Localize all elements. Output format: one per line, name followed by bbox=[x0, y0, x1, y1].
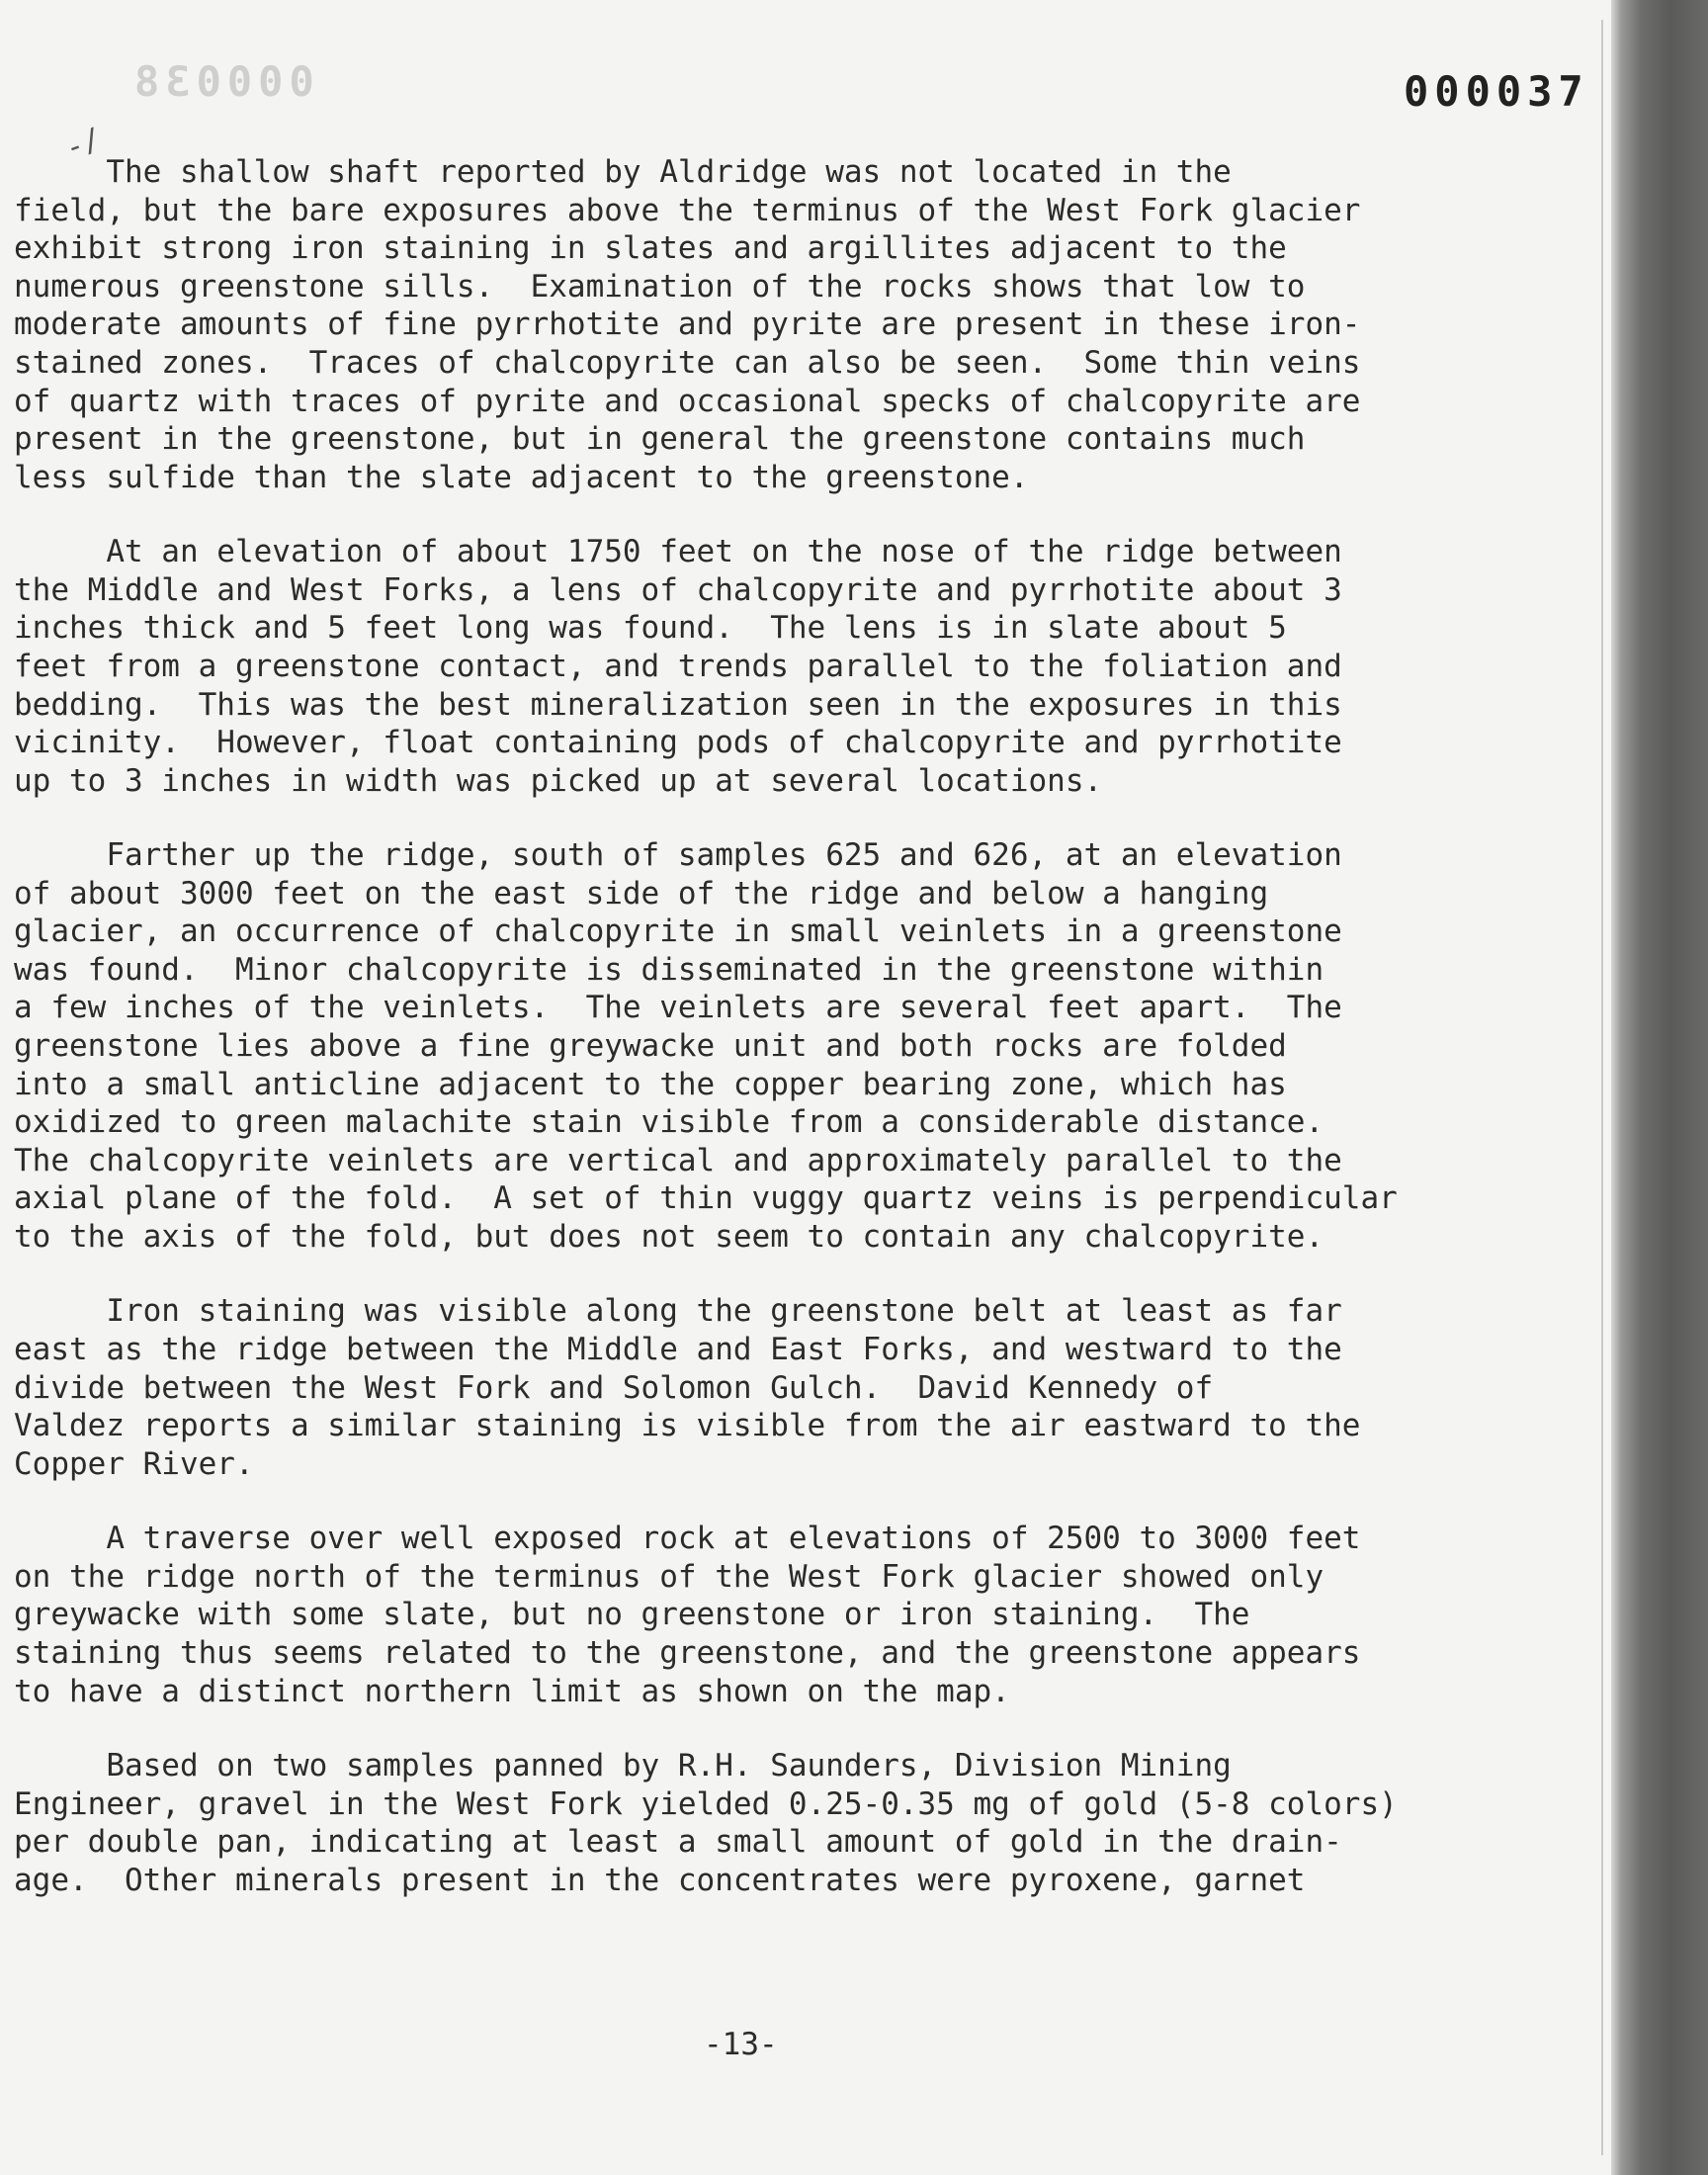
text-line: of quartz with traces of pyrite and occasional specks of chalcopyrite are bbox=[14, 383, 1361, 419]
text-line: bedding. This was the best mineralization seen in the exposures in this bbox=[14, 686, 1342, 723]
text-line: axial plane of the fold. A set of thin vuggy quartz veins is perpendicular bbox=[14, 1180, 1398, 1217]
text-line: a few inches of the veinlets. The veinlets are several feet apart. The bbox=[14, 990, 1342, 1026]
text-line: Based on two samples panned by R.H. Saunders, Division Mining bbox=[14, 1747, 1232, 1784]
text-line: staining thus seems related to the greenstone, and the greenstone appears bbox=[14, 1634, 1361, 1671]
text-line: moderate amounts of fine pyrrhotite and pyrite are present in these iron- bbox=[14, 306, 1361, 343]
text-line: Valdez reports a similar staining is visible from the air eastward to the bbox=[14, 1408, 1361, 1444]
paragraph bbox=[14, 1747, 1595, 1899]
text-line: east as the ridge between the Middle and East Forks, and westward to the bbox=[14, 1332, 1342, 1368]
text-line: At an elevation of about 1750 feet on the nose of the ridge between bbox=[14, 534, 1342, 570]
text-line: of about 3000 feet on the east side of the ridge and below a hanging bbox=[14, 875, 1269, 912]
text-line: up to 3 inches in width was picked up at several locations. bbox=[14, 762, 1103, 799]
bleed-through-number: 000038 bbox=[128, 57, 314, 106]
text-line: on the ridge north of the terminus of the West Fork glacier showed only bbox=[14, 1558, 1324, 1595]
text-line: Copper River. bbox=[14, 1445, 254, 1482]
text-line: was found. Minor chalcopyrite is disseminated in the greenstone within bbox=[14, 951, 1324, 988]
text-line: Iron staining was visible along the greenstone belt at least as far bbox=[14, 1293, 1342, 1330]
text-line: vicinity. However, float containing pods of chalcopyrite and pyrrhotite bbox=[14, 725, 1342, 761]
text-line: present in the greenstone, but in general the greenstone contains much bbox=[14, 421, 1306, 458]
text-line: greenstone lies above a fine greywacke unit and both rocks are folded bbox=[14, 1028, 1287, 1065]
text-line: age. Other minerals present in the concentrates were pyroxene, garnet bbox=[14, 1862, 1306, 1898]
text-line: Engineer, gravel in the West Fork yielded 0.25-0.35 mg of gold (5-8 colors) bbox=[14, 1785, 1398, 1822]
text-line: numerous greenstone sills. Examination of the rocks shows that low to bbox=[14, 268, 1306, 304]
text-line: stained zones. Traces of chalcopyrite can also be seen. Some thin veins bbox=[14, 344, 1361, 381]
body-text bbox=[14, 153, 1595, 1936]
paragraph bbox=[14, 533, 1595, 800]
text-line: Farther up the ridge, south of samples 625 and 626, at an elevation bbox=[14, 837, 1342, 874]
document-number: 000037 bbox=[1404, 67, 1589, 116]
text-line: to the axis of the fold, but does not seem to contain any chalcopyrite. bbox=[14, 1219, 1324, 1256]
page-number: -13- bbox=[704, 2027, 778, 2062]
pen-tick-mark: -/ bbox=[60, 121, 107, 167]
text-line: inches thick and 5 feet long was found. The lens is in slate about 5 bbox=[14, 610, 1287, 647]
text-line: The chalcopyrite veinlets are vertical and approximately parallel to the bbox=[14, 1142, 1342, 1178]
text-line: divide between the West Fork and Solomon Gulch. David Kennedy of bbox=[14, 1369, 1214, 1406]
text-line: to have a distinct northern limit as shown on the map. bbox=[14, 1673, 1010, 1709]
text-line: the Middle and West Forks, a lens of chalcopyrite and pyrrhotite about 3 bbox=[14, 571, 1342, 608]
paragraph bbox=[14, 153, 1595, 496]
scan-edge-shadow bbox=[1611, 0, 1708, 2175]
text-line: per double pan, indicating at least a small amount of gold in the drain- bbox=[14, 1824, 1342, 1861]
text-line: greywacke with some slate, but no greenstone or iron staining. The bbox=[14, 1597, 1250, 1633]
text-line: less sulfide than the slate adjacent to the greenstone. bbox=[14, 459, 1029, 495]
paragraph bbox=[14, 1520, 1595, 1710]
text-line: oxidized to green malachite stain visible from a considerable distance. bbox=[14, 1104, 1324, 1141]
text-line: A traverse over well exposed rock at elevations of 2500 to 3000 feet bbox=[14, 1521, 1361, 1557]
paragraph bbox=[14, 1292, 1595, 1483]
paragraph bbox=[14, 836, 1595, 1257]
text-line: into a small anticline adjacent to the copper bearing zone, which has bbox=[14, 1066, 1287, 1102]
text-line: The shallow shaft reported by Aldridge was not located in the bbox=[14, 154, 1232, 190]
text-line: glacier, an occurrence of chalcopyrite in small veinlets in a greenstone bbox=[14, 914, 1342, 950]
page-edge-line bbox=[1601, 20, 1603, 2155]
text-line: exhibit strong iron staining in slates and argillites adjacent to the bbox=[14, 230, 1287, 267]
text-line: feet from a greenstone contact, and trends parallel to the foliation and bbox=[14, 648, 1342, 684]
text-line: field, but the bare exposures above the terminus of the West Fork glacier bbox=[14, 192, 1361, 228]
